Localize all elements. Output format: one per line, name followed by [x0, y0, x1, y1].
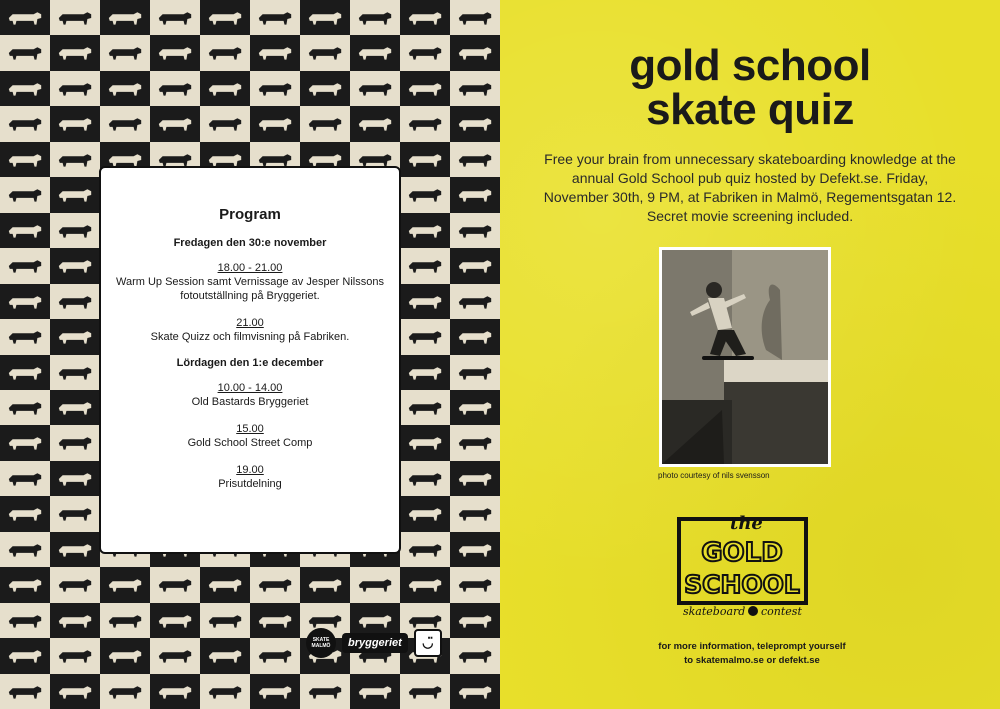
- more-info-line-2: to skatemalmo.se or defekt.se: [684, 655, 820, 666]
- cow-tile: [50, 355, 100, 391]
- cow-tile: [0, 567, 50, 603]
- cow-tile: [450, 177, 500, 213]
- cow-icon: [205, 111, 245, 137]
- cow-tile: [400, 106, 450, 142]
- cow-icon: [305, 572, 345, 598]
- event-description: Warm Up Session samt Vernissage av Jesper Nilssons fotoutställning på Bryggeriet.: [116, 276, 384, 302]
- cow-tile: [350, 0, 400, 36]
- cow-tile: [50, 425, 100, 461]
- cow-tile: [0, 284, 50, 320]
- cow-icon: [55, 76, 95, 102]
- cow-tile: [50, 638, 100, 674]
- cow-tile: [450, 496, 500, 532]
- cow-icon: [455, 5, 495, 31]
- cow-icon: [5, 253, 45, 279]
- cow-tile: [50, 177, 100, 213]
- event: [115, 261, 385, 303]
- cow-tile: [50, 213, 100, 249]
- cow-tile: [150, 603, 200, 639]
- cow-tile: [400, 319, 450, 355]
- cow-tile: [350, 567, 400, 603]
- cow-icon: [455, 289, 495, 315]
- cow-icon: [105, 679, 145, 705]
- cow-icon: [5, 5, 45, 31]
- cow-icon: [455, 537, 495, 563]
- cow-icon: [5, 572, 45, 598]
- cow-tile: [400, 142, 450, 178]
- cow-icon: [255, 643, 295, 669]
- cow-icon: [255, 111, 295, 137]
- cow-tile: [0, 355, 50, 391]
- cow-icon: [155, 572, 195, 598]
- cow-tile: [350, 674, 400, 709]
- cow-tile: [250, 0, 300, 36]
- program-title: Program: [219, 206, 281, 223]
- cow-icon: [105, 572, 145, 598]
- event-description: Skate Quizz och filmvisning på Fabriken.: [150, 331, 350, 343]
- cow-tile: [100, 0, 150, 36]
- cow-icon: [5, 218, 45, 244]
- cow-tile: [150, 567, 200, 603]
- cow-icon: [355, 5, 395, 31]
- day-heading: Fredagen den 30:e november: [173, 237, 327, 249]
- cow-icon: [305, 679, 345, 705]
- cow-tile: [0, 425, 50, 461]
- cow-tile: [150, 71, 200, 107]
- cow-icon: [55, 147, 95, 173]
- cow-tile: [100, 71, 150, 107]
- cow-icon: [105, 643, 145, 669]
- cow-tile: [50, 532, 100, 568]
- cow-tile: [450, 35, 500, 71]
- cow-icon: [405, 501, 445, 527]
- cow-tile: [400, 674, 450, 709]
- cow-icon: [155, 608, 195, 634]
- cow-icon: [55, 218, 95, 244]
- cow-tile: [50, 248, 100, 284]
- cow-icon: [105, 40, 145, 66]
- cow-tile: [150, 106, 200, 142]
- cow-tile: [50, 567, 100, 603]
- cow-icon: [255, 679, 295, 705]
- cow-icon: [55, 537, 95, 563]
- cow-tile: [0, 177, 50, 213]
- cow-icon: [355, 572, 395, 598]
- cow-icon: [105, 608, 145, 634]
- cow-icon: [5, 466, 45, 492]
- cow-tile: [300, 35, 350, 71]
- cow-tile: [450, 461, 500, 497]
- gold-school-logo: [675, 509, 810, 619]
- cow-tile: [0, 461, 50, 497]
- cow-icon: [305, 76, 345, 102]
- cow-tile: [250, 674, 300, 709]
- day-heading: Lördagen den 1:e december: [176, 357, 324, 369]
- cow-tile: [0, 638, 50, 674]
- event-description: Old Bastards Bryggeriet: [191, 396, 309, 408]
- headline: [500, 41, 1000, 134]
- cow-tile: [200, 0, 250, 36]
- cow-tile: [100, 603, 150, 639]
- cow-tile: [150, 638, 200, 674]
- cow-tile: [450, 532, 500, 568]
- cow-tile: [400, 496, 450, 532]
- more-info-line-1: for more information, teleprompt yourself: [658, 641, 846, 652]
- cow-icon: [5, 40, 45, 66]
- smile-logo: ◡̈: [414, 629, 442, 657]
- cow-icon: [55, 253, 95, 279]
- cow-icon: [5, 147, 45, 173]
- skate-photo: [659, 247, 831, 467]
- cow-tile: [250, 71, 300, 107]
- cow-icon: [205, 643, 245, 669]
- cow-tile: [450, 213, 500, 249]
- cow-tile: [400, 284, 450, 320]
- cow-tile: [200, 603, 250, 639]
- cow-tile: [50, 603, 100, 639]
- cow-tile: [50, 35, 100, 71]
- cow-tile: [0, 390, 50, 426]
- cow-tile: [0, 674, 50, 709]
- cow-icon: [205, 572, 245, 598]
- sponsor-logos: [306, 623, 496, 663]
- cow-tile: [250, 603, 300, 639]
- cow-tile: [0, 532, 50, 568]
- cow-tile: [100, 106, 150, 142]
- cow-tile: [450, 425, 500, 461]
- cow-tile: [150, 0, 200, 36]
- cow-icon: [55, 5, 95, 31]
- cow-tile: [0, 35, 50, 71]
- cow-tile: [100, 35, 150, 71]
- cow-tile: [450, 319, 500, 355]
- cow-icon: [405, 572, 445, 598]
- cow-tile: [400, 567, 450, 603]
- cow-tile: [300, 71, 350, 107]
- cow-icon: [5, 324, 45, 350]
- cow-tile: [400, 248, 450, 284]
- cow-icon: [55, 289, 95, 315]
- cow-icon: [455, 679, 495, 705]
- cow-icon: [455, 218, 495, 244]
- cow-tile: [400, 177, 450, 213]
- cow-icon: [255, 608, 295, 634]
- bryggeriet-logo: bryggeriet: [342, 633, 408, 653]
- cow-icon: [5, 430, 45, 456]
- cow-tile: [400, 35, 450, 71]
- cow-tile: [450, 106, 500, 142]
- cow-tile: [300, 567, 350, 603]
- cow-icon: [105, 111, 145, 137]
- cow-icon: [405, 76, 445, 102]
- cow-icon: [405, 537, 445, 563]
- cow-tile: [200, 106, 250, 142]
- cow-tile: [300, 674, 350, 709]
- cow-icon: [55, 324, 95, 350]
- cow-tile: [50, 284, 100, 320]
- right-panel: [500, 0, 1000, 709]
- cow-icon: [155, 40, 195, 66]
- cow-tile: [200, 567, 250, 603]
- cow-icon: [405, 324, 445, 350]
- cow-icon: [455, 76, 495, 102]
- cow-icon: [5, 289, 45, 315]
- cow-tile: [350, 35, 400, 71]
- cow-icon: [455, 501, 495, 527]
- cow-icon: [5, 643, 45, 669]
- cow-tile: [350, 71, 400, 107]
- cow-tile: [400, 390, 450, 426]
- cow-tile: [0, 0, 50, 36]
- cow-icon: [455, 572, 495, 598]
- svg-text:contest: contest: [761, 605, 802, 618]
- cow-tile: [50, 390, 100, 426]
- cow-tile: [100, 567, 150, 603]
- cow-icon: [155, 679, 195, 705]
- cow-icon: [455, 40, 495, 66]
- cow-icon: [455, 395, 495, 421]
- cow-icon: [55, 679, 95, 705]
- cow-tile: [400, 213, 450, 249]
- cow-tile: [0, 319, 50, 355]
- cow-tile: [450, 71, 500, 107]
- cow-tile: [50, 0, 100, 36]
- skate-malmo-logo: SKATE MALMÖ: [306, 628, 336, 658]
- cow-icon: [155, 643, 195, 669]
- cow-tile: [200, 674, 250, 709]
- cow-tile: [100, 638, 150, 674]
- cow-icon: [105, 76, 145, 102]
- cow-icon: [55, 430, 95, 456]
- cow-tile: [50, 319, 100, 355]
- cow-icon: [155, 111, 195, 137]
- cow-tile: [0, 71, 50, 107]
- cow-icon: [455, 182, 495, 208]
- cow-icon: [255, 76, 295, 102]
- cow-icon: [405, 5, 445, 31]
- cow-tile: [450, 284, 500, 320]
- cow-tile: [450, 248, 500, 284]
- headline-line-1: gold school: [629, 41, 871, 90]
- event: [115, 316, 385, 344]
- svg-text:SCHOOL: SCHOOL: [684, 570, 800, 599]
- cow-icon: [55, 111, 95, 137]
- photo-credit: photo courtesy of nils svensson: [658, 471, 770, 480]
- more-info: [642, 640, 862, 668]
- cow-tile: [50, 674, 100, 709]
- cow-tile: [450, 674, 500, 709]
- svg-text:skateboard: skateboard: [683, 605, 746, 618]
- cow-icon: [355, 679, 395, 705]
- cow-tile: [50, 461, 100, 497]
- cow-icon: [405, 466, 445, 492]
- event-description: Prisutdelning: [218, 478, 282, 490]
- cow-icon: [405, 182, 445, 208]
- cow-tile: [50, 496, 100, 532]
- event-time: 10.00 - 14.00: [217, 382, 283, 394]
- cow-icon: [255, 40, 295, 66]
- cow-tile: [50, 106, 100, 142]
- cow-tile: [150, 35, 200, 71]
- cow-tile: [450, 355, 500, 391]
- cow-tile: [0, 142, 50, 178]
- cow-icon: [355, 76, 395, 102]
- cow-icon: [55, 572, 95, 598]
- cow-icon: [5, 182, 45, 208]
- cow-tile: [200, 35, 250, 71]
- cow-icon: [405, 360, 445, 386]
- headline-line-2: skate quiz: [646, 85, 854, 134]
- cow-icon: [205, 76, 245, 102]
- cow-icon: [405, 679, 445, 705]
- cow-tile: [0, 213, 50, 249]
- cow-tile: [0, 496, 50, 532]
- cow-icon: [55, 608, 95, 634]
- cow-icon: [5, 395, 45, 421]
- cow-icon: [405, 253, 445, 279]
- cow-icon: [405, 289, 445, 315]
- event: [115, 422, 385, 450]
- cow-tile: [250, 35, 300, 71]
- cow-icon: [55, 360, 95, 386]
- intro-text: Free your brain from unnecessary skateboarding knowledge at the annual Gold School pub quiz hosted by Defekt.se. Friday, November 30th, 9 PM, at Fabriken in Malmö, Regementsgatan 12. Secret movie screening included.: [543, 151, 957, 224]
- cow-tile: [350, 106, 400, 142]
- cow-tile: [450, 390, 500, 426]
- cow-tile: [400, 425, 450, 461]
- cow-tile: [200, 638, 250, 674]
- cow-icon: [155, 5, 195, 31]
- cow-tile: [400, 355, 450, 391]
- event: [115, 463, 385, 491]
- cow-icon: [455, 324, 495, 350]
- cow-icon: [55, 643, 95, 669]
- cow-icon: [255, 5, 295, 31]
- cow-icon: [5, 360, 45, 386]
- program-card: [99, 166, 401, 554]
- cow-tile: [100, 674, 150, 709]
- cow-tile: [250, 638, 300, 674]
- cow-icon: [205, 679, 245, 705]
- cow-icon: [455, 430, 495, 456]
- cow-icon: [405, 147, 445, 173]
- event-time: 15.00: [236, 423, 264, 435]
- cow-icon: [405, 218, 445, 244]
- cow-icon: [205, 40, 245, 66]
- cow-tile: [250, 567, 300, 603]
- cow-icon: [55, 40, 95, 66]
- cow-icon: [205, 608, 245, 634]
- cow-tile: [50, 142, 100, 178]
- cow-tile: [0, 603, 50, 639]
- cow-icon: [5, 501, 45, 527]
- cow-tile: [0, 106, 50, 142]
- cow-icon: [405, 111, 445, 137]
- event-description: Gold School Street Comp: [187, 437, 313, 449]
- cow-tile: [0, 248, 50, 284]
- svg-text:the: the: [730, 513, 763, 534]
- cow-icon: [305, 40, 345, 66]
- cow-tile: [250, 106, 300, 142]
- cow-tile: [400, 0, 450, 36]
- cow-tile: [450, 142, 500, 178]
- cow-icon: [405, 430, 445, 456]
- cow-tile: [450, 567, 500, 603]
- cow-icon: [55, 466, 95, 492]
- cow-tile: [300, 0, 350, 36]
- cow-icon: [105, 5, 145, 31]
- cow-icon: [455, 111, 495, 137]
- cow-icon: [405, 395, 445, 421]
- cow-icon: [205, 5, 245, 31]
- event: [115, 381, 385, 409]
- cow-icon: [55, 501, 95, 527]
- cow-tile: [300, 106, 350, 142]
- cow-icon: [355, 111, 395, 137]
- cow-icon: [155, 76, 195, 102]
- cow-icon: [5, 537, 45, 563]
- cow-icon: [455, 360, 495, 386]
- cow-tile: [50, 71, 100, 107]
- cow-tile: [400, 461, 450, 497]
- cow-tile: [400, 532, 450, 568]
- event-time: 21.00: [236, 317, 264, 329]
- cow-icon: [55, 182, 95, 208]
- cow-icon: [355, 40, 395, 66]
- cow-icon: [5, 111, 45, 137]
- cow-tile: [400, 71, 450, 107]
- cow-icon: [55, 395, 95, 421]
- cow-tile: [200, 71, 250, 107]
- cow-tile: [150, 674, 200, 709]
- cow-icon: [305, 5, 345, 31]
- cow-icon: [305, 111, 345, 137]
- cow-icon: [5, 679, 45, 705]
- cow-icon: [405, 40, 445, 66]
- cow-icon: [455, 466, 495, 492]
- event-time: 19.00: [236, 464, 264, 476]
- cow-icon: [255, 572, 295, 598]
- cow-icon: [5, 76, 45, 102]
- cow-icon: [455, 147, 495, 173]
- cow-icon: [455, 253, 495, 279]
- cow-icon: [5, 608, 45, 634]
- event-time: 18.00 - 21.00: [217, 262, 283, 274]
- svg-text:GOLD: GOLD: [701, 538, 783, 568]
- skater-photo-illustration: [662, 250, 828, 464]
- cow-tile: [450, 0, 500, 36]
